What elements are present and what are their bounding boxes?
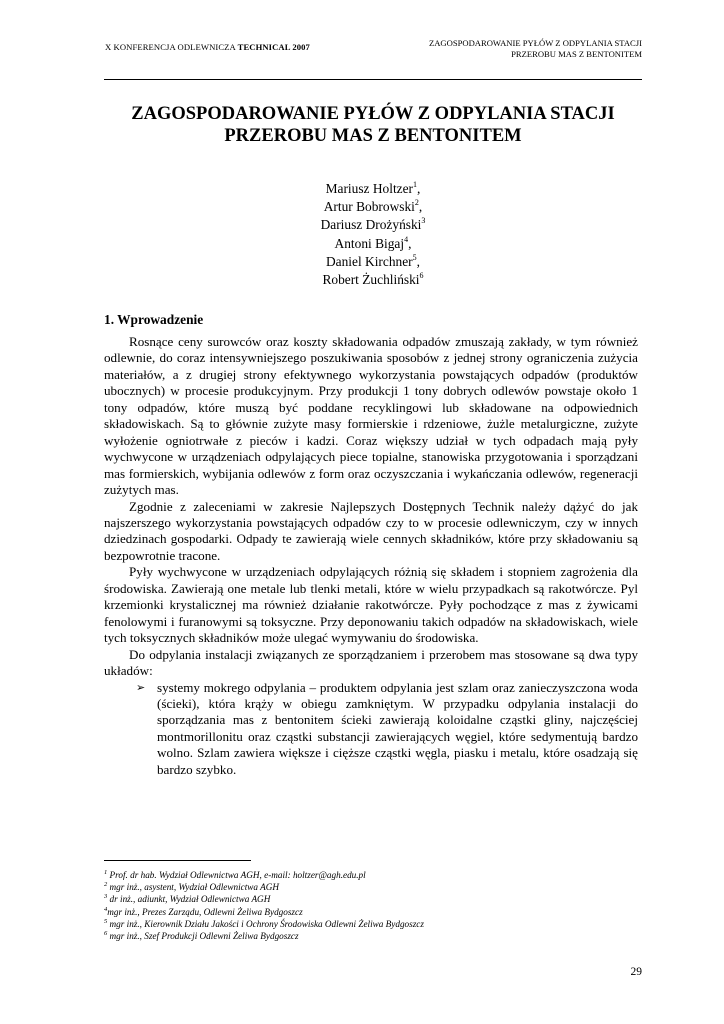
running-title-line-2: PRZEROBU MAS Z BENTONITEM [511, 49, 642, 59]
running-header-right [429, 38, 642, 60]
author: Mariusz Holtzer$^1$, [325, 180, 421, 196]
footnote: $^6$ mgr inż., Szef Produkcji Odlewni Żeliwa Bydgoszcz [104, 930, 299, 942]
footnote: $^1$ Prof. dr hab. Wydział Odlewnictwa AGH, e-mail: holtzer@agh.edu.pl [104, 869, 366, 880]
author: Dariusz Drożyński$^3$ [320, 216, 426, 233]
paragraph: Do odpylania instalacji związanych ze sporządzaniem i przerobem mas stosowane są dwa typy układów: [104, 646, 638, 679]
body-text [104, 334, 638, 778]
paper-title-line-1: ZAGOSPODAROWANIE PYŁÓW Z ODPYLANIA STACJI [131, 104, 615, 124]
author: Artur Bobrowski$^2$, [323, 198, 423, 215]
arrow-bullet-icon: ➢ [136, 680, 146, 694]
footnote-divider [104, 860, 251, 861]
bullet-item [104, 680, 638, 779]
section-heading: 1. Wprowadzenie [104, 312, 204, 327]
running-title-line-1: ZAGOSPODAROWANIE PYŁÓW Z ODPYLANIA STACJI [428, 38, 642, 48]
paragraph: Zgodnie z zaleceniami w zakresie Najlepszych Dostępnych Technik należy dążyć do jak najszerszego wykorzystania powstających odpadów czy to w procesie odlewniczym, czy w innych dziedzinach gospodarki. Odpady te zawierają wiele cennych składników, które przy składowaniu są bezpowrotnie tracone. [104, 498, 638, 563]
footnotes [104, 869, 424, 942]
header-divider [104, 79, 642, 80]
paragraph: Rosnące ceny surowców oraz koszty składowania odpadów zmuszają zakłady, w tym również odlewnie, do coraz intensywniejszego poszukiwania sposobów z jednej strony ograniczenia zużycia materiałów, a z drugiej strony efektywnego wykorzystania powstających odpadów (produktów ubocznych) w procesie produkcyjnym. Przy produkcji 1 tony dobrych odlewów powstaje około 1 tony odpadów, które muszą być poddane recyklingowi lub składowane na odpowiednich składowiskach. Są to głównie zużyte masy formierskie i rdzeniowe, żużle metalurgiczne, zużyte wyłożenie ogniotrwałe z pieców i kadzi. Coraz większy udział w tych odpadach mają pyły wychwycone w urządzeniach odpylających piece topialne, stanowiska przygotowania i sporządzani mas formierskich, wybijania odlewów z form oraz oczyszczania i wykańczania odlewów, regeneracji zużytych mas. [104, 334, 638, 498]
paper-title [104, 103, 642, 147]
author: Antoni Bigaj$^4$, [334, 234, 412, 251]
footnote: $^2$ mgr inż., asystent, Wydział Odlewnictwa AGH [104, 881, 280, 893]
footnote: $^3$ dr inż., adiunkt, Wydział Odlewnictwa AGH [104, 893, 271, 905]
author-list [104, 180, 642, 289]
author: Robert Żuchliński$^6$ [322, 271, 424, 288]
paragraph: Pyły wychwycone w urządzeniach odpylających różnią się składem i stopniem zagrożenia dla środowiska. Zawierają one metale lub tlenki metali, które w wielu przypadkach są rakotwórcze. Pyl krzemionki krystalicznej ma również działanie rakotwórcze. Pyły pochodzące z mas z żywicami fenolowymi i furanowymi są toksyczne. Przy deponowaniu takich odpadów na składowiskach, wiele tych toksycznych składników może ulegać wymywaniu do środowiska. [104, 564, 638, 646]
conference-name-bold: TECHNICAL 2007 [237, 42, 310, 52]
bullet-text: systemy mokrego odpylania – produktem odpylania jest szlam oraz zanieczyszczona woda (ścieki), która krąży w obiegu zamkniętym. W przypadku odpylania instalacji do sporządzania mas z bentonitem ścieki zawierają koloidalne cząstki gliny, najczęściej montmorillonitu oraz cząstki substancji zawierających węgiel, które sedymentują bardzo wolno. Szlam zawiera większe i cięższe cząstki węgla, piasku i metalu, które osadzają się bardzo szybko. [157, 679, 638, 777]
paper-title-line-2: PRZEROBU MAS Z BENTONITEM [224, 126, 522, 146]
footnote: $^4$mgr inż., Prezes Zarządu, Odlewni Żeliwa Bydgoszcz [104, 905, 303, 917]
page-number: 29 [630, 966, 642, 978]
running-header-left [105, 42, 310, 52]
author: Daniel Kirchner$^5$, [326, 252, 420, 269]
footnote: $^5$ mgr inż., Kierownik Działu Jakości i Ochrony Środowiska Odlewni Żeliwa Bydgoszcz [104, 917, 424, 929]
conference-name: X KONFERENCJA ODLEWNICZA [105, 42, 238, 52]
